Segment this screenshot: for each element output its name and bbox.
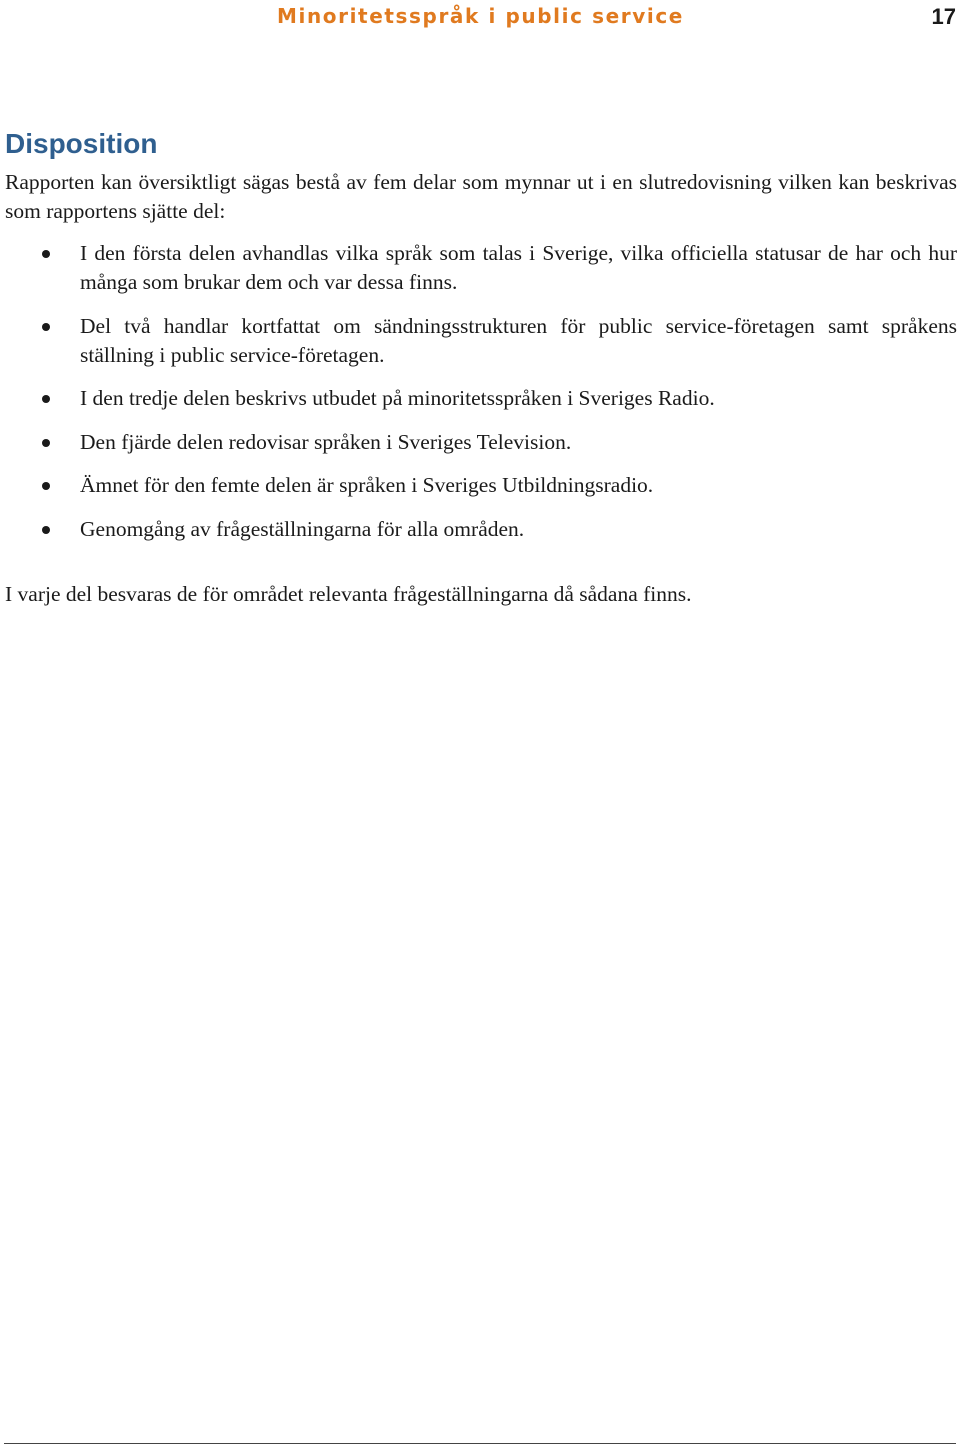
- section-heading: Disposition: [5, 128, 158, 159]
- list-item: [5, 515, 957, 544]
- bullet-list: [5, 239, 957, 544]
- list-item-text: Ämnet för den femte delen är språken i Sveriges Utbildningsradio.: [80, 473, 654, 497]
- closing-paragraph: I varje del besvaras de för området relevanta frågeställningarna då sådana finns.: [5, 581, 692, 606]
- list-item-text: Genomgång av frågeställningarna för alla områden.: [80, 516, 525, 541]
- list-item-text: Den fjärde delen redovisar språken i Sveriges Television.: [80, 429, 572, 454]
- list-item: [5, 428, 957, 457]
- page-number: 17: [931, 4, 956, 29]
- running-title: Minoritetsspråk i public service: [277, 4, 684, 28]
- list-item: [5, 384, 957, 413]
- list-item: [5, 239, 957, 297]
- bullet-icon: [42, 250, 50, 258]
- page-content: [5, 124, 957, 609]
- list-item: [5, 312, 957, 370]
- bullet-icon: [42, 482, 50, 490]
- bullet-icon: [42, 395, 50, 403]
- intro-paragraph: Rapporten kan översiktligt sägas bestå av fem delar som mynnar ut i en slutredovisning vilken kan beskrivas som rapportens sjätte del:: [5, 170, 957, 223]
- bullet-icon: [42, 439, 50, 447]
- bullet-icon: [42, 526, 50, 534]
- list-item-text: Del två handlar kortfattat om sändningsstrukturen för public service-företagen samt språkens ställning i public service-företagen.: [80, 313, 957, 367]
- bullet-icon: [42, 323, 50, 331]
- list-item-text: I den tredje delen beskrivs utbudet på minoritetsspråken i Sveriges Radio.: [80, 386, 715, 410]
- list-item-text: I den första delen avhandlas vilka språk som talas i Sverige, vilka officiella statusar de har och hur många som brukar dem och var dessa finns.: [80, 241, 957, 294]
- footer-divider: [4, 1443, 956, 1444]
- list-item: [5, 471, 957, 500]
- running-header: [0, 4, 960, 32]
